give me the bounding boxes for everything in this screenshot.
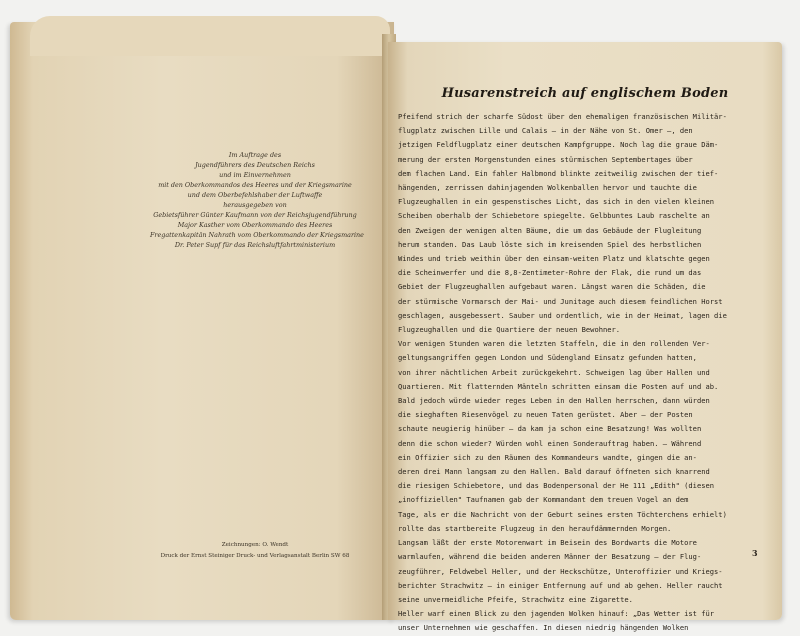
body-line: Langsam läßt der erste Motorenwart im Beisein des Bordwarts die Motore — [398, 538, 697, 548]
credit-line: und dem Oberbefehlshaber der Luftwaffe — [187, 191, 323, 199]
credit-line: Dr. Peter Supf für das Reichsluftfahrtministerium — [174, 241, 336, 249]
credit-line: Major Kasther vom Oberkommando des Heeres — [177, 221, 333, 229]
body-line: jetzigen Feldflugplatz einer deutschen Kampfgruppe. Noch lag die graue Däm- — [398, 140, 719, 150]
body-line: warmlaufen, während die beiden anderen Männer der Besatzung — der Flug- — [398, 552, 702, 562]
left-page — [10, 22, 394, 620]
body-line: geltungsangriffen gegen London und Südengland Einsatz gefunden hatten, — [398, 353, 697, 363]
body-line: merung der ersten Morgenstunden eines stürmischen Septembertages über — [398, 154, 693, 164]
body-line: „inoffiziellen" Taufnamen gab der Kommandant dem treuen Vogel an dem — [398, 495, 689, 505]
credit-line: mit den Oberkommandos des Heeres und der Kriegsmarine — [158, 181, 352, 189]
credit-line: Fregattenkapitän Nahrath vom Oberkommando der Kriegsmarine — [150, 231, 364, 239]
body-line: Windes und trieb weithin über den einsam-weiten Platz und klatschte gegen — [398, 254, 710, 264]
body-line: geschlagen, ausgebessert. Sauber und ordentlich, wie in der Heimat, lagen die — [398, 310, 727, 320]
body-line: die riesigen Schiebetore, und das Bodenpersonal der He 111 „Edith" (diesen — [398, 481, 715, 491]
body-line: flugplatz zwischen Lille und Calais — in der Nähe von St. Omer —, den — [398, 126, 693, 136]
body-line: von ihrer nächtlichen Arbeit zurückgekehrt. Schweigen lag über Hallen und — [398, 367, 710, 377]
body-line: hängenden, zerrissen dahinjagenden Wolkenballen hervor und tauchte die — [398, 183, 697, 193]
body-line: Vor wenigen Stunden waren die letzten Staffeln, die in den rollenden Ver- — [398, 339, 710, 349]
body-line: unser Unternehmen wie geschaffen. In diesen niedrig hängenden Wolken — [398, 623, 689, 633]
credit-line: und im Einvernehmen — [219, 171, 291, 179]
body-line: der stürmische Vormarsch der Mai- und Junitage auch diesem feindlichen Horst — [398, 296, 723, 306]
body-line: Scheiben oberhalb der Schiebetore spiegelte. Gelbbuntes Laub raschelte an — [398, 211, 710, 221]
body-line: die Scheinwerfer und die 8,8-Zentimeter-Rohre der Flak, die rund um das — [398, 268, 702, 278]
credit-line: herausgegeben von — [223, 201, 287, 209]
credit-line: Im Auftrage des — [228, 151, 282, 159]
body-line: seine unvermeidliche Pfeife, Strachwitz eine Zigarette. — [398, 594, 633, 604]
body-line: rollte das startbereite Flugzeug in den heraufdämmernden Morgen. — [398, 523, 672, 533]
body-line: berichter Strachwitz — in einiger Entfernung auf und ab gehen. Heller raucht — [398, 580, 723, 590]
body-line: ein Offizier sich zu den Räumen des Kommandeurs wandte, gingen die an- — [398, 452, 697, 462]
body-line: Pfeifend strich der scharfe Südost über den ehemaligen französischen Militär- — [398, 112, 727, 121]
body-line: Flugzeughallen in ein gespenstisches Licht, das sich in den vielen kleinen — [398, 197, 715, 207]
body-line: dem flachen Land. Ein fahler Halbmond blinkte zeitweilig zwischen der tief- — [398, 168, 719, 178]
body-line: Tage, als er die Nachricht von der Geburt seines ersten Töchterchens erhielt) — [398, 509, 727, 519]
body-line: Heller warf einen Blick zu den jagenden Wolken hinauf: „Das Wetter ist für — [398, 609, 715, 619]
body-line: Flugzeughallen und die Quartiere der neuen Bewohner. — [398, 325, 621, 335]
body-line: Bald jedoch würde wieder reges Leben in den Hallen herrschen, dann würden — [398, 396, 710, 406]
body-line: den Zweigen der wenigen alten Bäume, die um das Gebäude der Flugleitung — [398, 225, 702, 235]
printer-credit: Druck der Ernst Steiniger Druck- und Verlagsanstalt Berlin SW 68 — [160, 553, 350, 559]
chapter-title: Husarenstreich auf englischem Boden — [441, 86, 729, 101]
body-line: deren drei Mann langsam zu den Hallen. Bald darauf öffneten sich knarrend — [398, 467, 710, 477]
illustrations-credit: Zeichnungen: O. Wendt — [221, 542, 289, 548]
credit-line: Gebietsführer Günter Kaufmann von der Reichsjugendführung — [153, 211, 357, 219]
body-line: herum standen. Das Laub löste sich im kreisenden Spiel des herbstlichen — [398, 239, 702, 249]
body-line: die sieghaften Riesenvögel zu neuen Taten gerüstet. Aber — der Posten — [398, 410, 693, 420]
body-line: zeugführer, Feldwebel Heller, und der Heckschütze, Unteroffizier und Kriegs- — [398, 566, 723, 576]
publisher-credits — [150, 150, 364, 250]
body-line: schaute neugierig hinüber — da kam ja schon eine Besatzung! Was wollten — [398, 424, 702, 434]
chapter-body — [398, 110, 764, 636]
body-line: Quartieren. Mit flatternden Mänteln schritten einsam die Posten auf und ab. — [398, 381, 719, 391]
page-number: 3 — [752, 548, 758, 558]
body-line: denn die schon wieder? Würden wohl einen Sonderauftrag haben. — Während — [398, 438, 702, 448]
credit-line: Jugendführers des Deutschen Reichs — [195, 161, 315, 169]
imprint — [150, 540, 360, 562]
left-page-top-edge — [30, 16, 390, 56]
body-line: Gebiet der Flugzeughallen aufgebaut waren. Längst waren die Schäden, die — [398, 282, 706, 292]
